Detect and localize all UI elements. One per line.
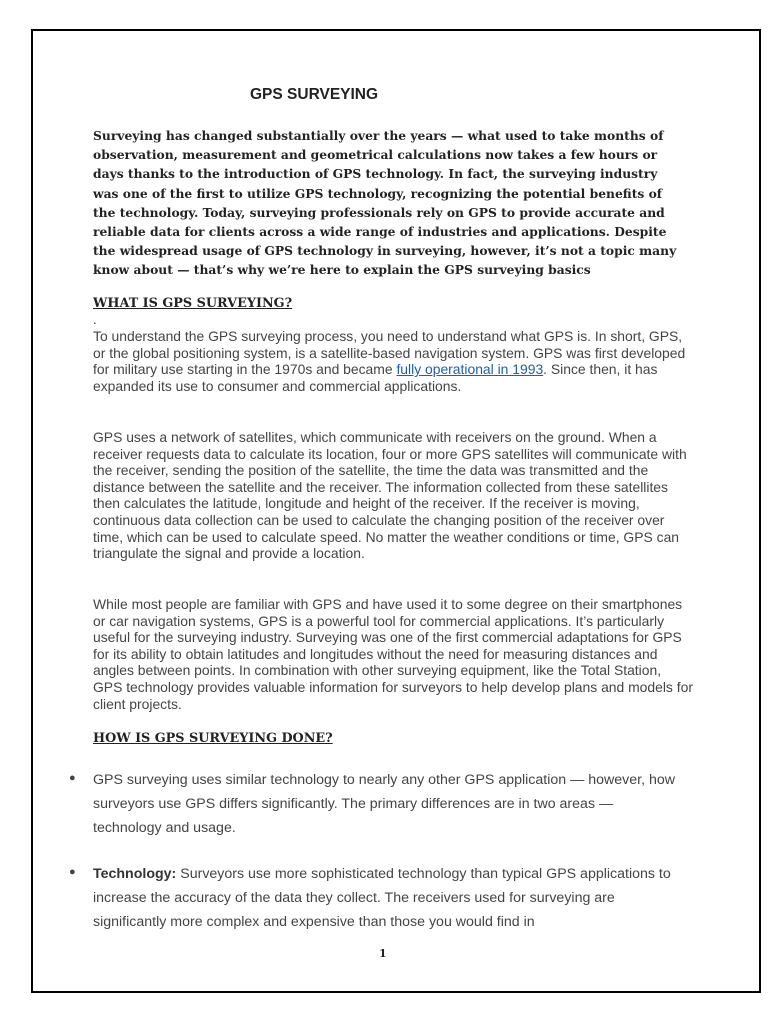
bullet-lead: Technology: [93, 866, 177, 882]
paragraph-satellite-network: GPS uses a network of satellites, which communicate with receivers on the ground. When a receiver requests data to calculate its location, four or more GPS satellites will communicate with the receiver, sending the position of the satellite, the time the data was transmitted and the distance between the satellite and the receiver. The information collected from these satellites then calculates the latitude, longitude and height of the receiver. If the receiver is moving, continuous data collection can be used to calculate the changing position of the receiver over time, which can be used to calculate speed. No matter the weather conditions or time, GPS can triangulate the signal and provide a location. [93, 429, 687, 562]
page-number: 1 [379, 947, 387, 960]
intro-paragraph: Surveying has changed substantially over the years — what used to take months of observation, measurement and geometrical calculations now takes a few hours or days thanks to the introduction of GPS technology. In fact, the surveying industry was one of the first to utilize GPS technology, recognizing the potential benefits of the technology. Today, surveying professionals rely on GPS to provide accurate and reliable data for clients across a wide range of industries and applications. Despite the widespread usage of GPS technology in surveying, however, it’s not a topic many know about — that’s why we’re here to explain the GPS surveying basics [93, 128, 677, 278]
section-heading-how-is: HOW IS GPS SURVEYING DONE? [93, 731, 333, 746]
bullet-icon: ● [69, 866, 76, 878]
fully-operational-link[interactable]: fully operational in 1993 [396, 361, 544, 378]
bullet-item-usage: GPS surveying uses similar technology to nearly any other GPS application — however, how surveyors use GPS differs significantly. The primary differences are in two areas — technology and usage. [93, 772, 675, 837]
section-heading-what-is: WHAT IS GPS SURVEYING? [93, 296, 293, 311]
paragraph-text: To understand the GPS surveying process, you need to understand what GPS is. In short, GPS, or the global positioning system, is a satellite-based navigation system. GPS was first developed for military use starting in the 1970s and became [93, 328, 686, 378]
document-title: GPS SURVEYING [250, 86, 379, 103]
bullet-icon: ● [69, 772, 76, 784]
paragraph-gps-definition [93, 328, 693, 394]
bullet-text: Surveyors use more sophisticated technology than typical GPS applications to increase the accuracy of the data they collect. The receivers used for surveying are significantly more complex and expensive than those you would find in [93, 866, 671, 931]
paragraph-text: . Since then, it has expanded its use to consumer and commercial applications. [93, 361, 658, 394]
section-dot: . [93, 312, 97, 327]
bullet-item-technology [93, 862, 683, 935]
paragraph-commercial-use: While most people are familiar with GPS and have used it to some degree on their smartphones or car navigation systems, GPS is a powerful tool for commercial applications. It’s particularly useful for the surveying industry. Surveying was one of the first commercial adaptations for GPS for its ability to obtain latitudes and longitudes without the need for measuring distances and angles between points. In combination with other surveying equipment, like the Total Station, GPS technology provides valuable information for surveyors to help develop plans and models for client projects. [93, 596, 693, 712]
